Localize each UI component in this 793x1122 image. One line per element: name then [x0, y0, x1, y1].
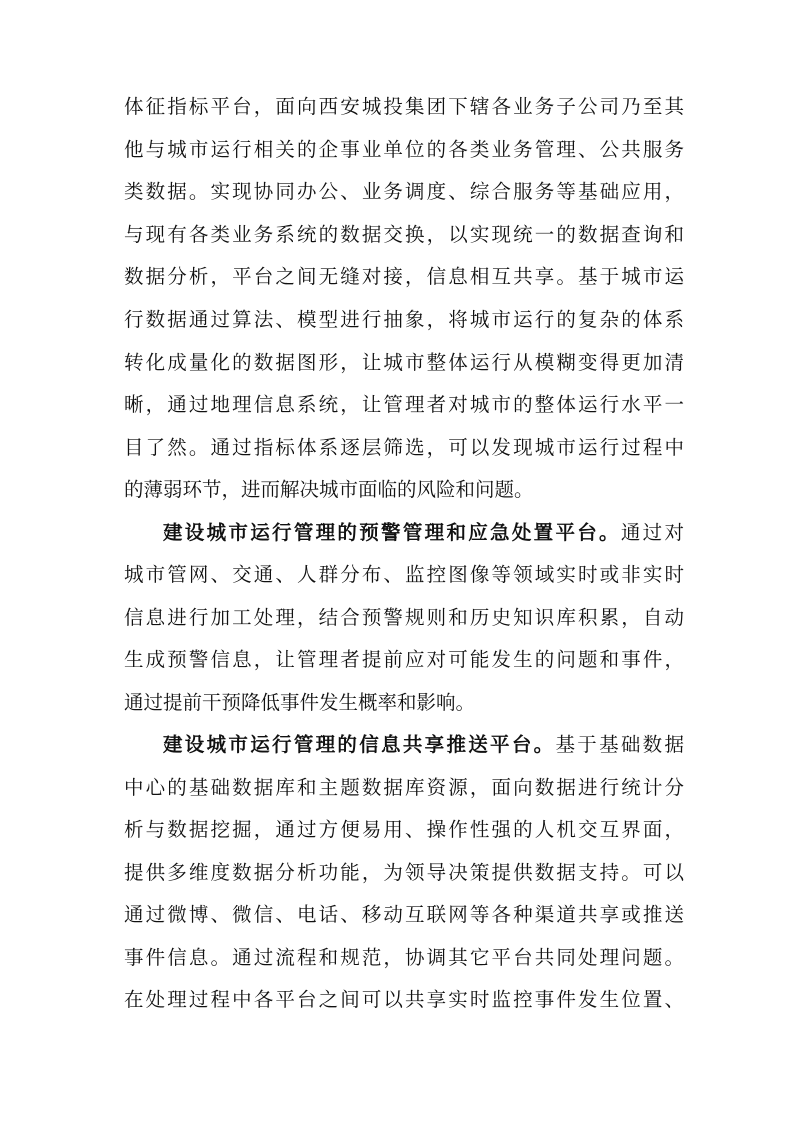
paragraph-line: 城市管网、交通、人群分布、监控图像等领域实时或非实时 — [124, 563, 684, 586]
paragraph-line: 数据分析，平台之间无缝对接，信息相互共享。基于城市运 — [124, 265, 684, 288]
paragraph-line: 在处理过程中各平台之间可以共享实时监控事件发生位置、 — [124, 988, 684, 1011]
paragraph-line: 信息进行加工处理，结合预警规则和历史知识库积累，自动 — [124, 606, 684, 629]
paragraph-line: 中心的基础数据库和主题数据库资源，面向数据进行统计分 — [124, 776, 684, 799]
paragraph-line: 与现有各类业务系统的数据交换，以实现统一的数据查询和 — [124, 223, 684, 246]
paragraph-line: 的薄弱环节，进而解决城市面临的风险和问题。 — [124, 478, 534, 501]
section-heading: 建设城市运行管理的预警管理和应急处置平台。 — [163, 521, 621, 544]
paragraph-line: 事件信息。通过流程和规范，协调其它平台共同处理问题。 — [124, 946, 684, 969]
paragraph-text: 基于基础数据 — [555, 733, 684, 756]
paragraph-line: 通过微博、微信、电话、移动互联网等各种渠道共享或推送 — [124, 903, 684, 926]
paragraph-line: 晰，通过地理信息系统，让管理者对城市的整体运行水平一 — [124, 393, 684, 416]
paragraph-line: 他与城市运行相关的企事业单位的各类业务管理、公共服务 — [124, 138, 684, 161]
section-heading: 建设城市运行管理的信息共享推送平台。 — [163, 733, 556, 756]
paragraph-line: 类数据。实现协同办公、业务调度、综合服务等基础应用， — [124, 180, 684, 203]
paragraph-text: 通过对 — [620, 521, 684, 544]
paragraph-line: 提供多维度数据分析功能，为领导决策提供数据支持。可以 — [124, 861, 684, 884]
paragraph-line: 转化成量化的数据图形，让城市整体运行从模糊变得更加清 — [124, 351, 684, 374]
paragraph-line: 目了然。通过指标体系逐层筛选，可以发现城市运行过程中 — [124, 436, 684, 459]
paragraph-line: 生成预警信息，让管理者提前应对可能发生的问题和事件， — [124, 648, 684, 671]
paragraph-first-line — [163, 518, 684, 548]
paragraph-line: 析与数据挖掘，通过方便易用、操作性强的人机交互界面， — [124, 818, 684, 841]
paragraph-line: 行数据通过算法、模型进行抽象，将城市运行的复杂的体系 — [124, 308, 684, 331]
paragraph-line: 通过提前干预降低事件发生概率和影响。 — [124, 691, 476, 714]
paragraph-first-line — [163, 730, 684, 760]
paragraph-line: 体征指标平台，面向西安城投集团下辖各业务子公司乃至其 — [124, 95, 684, 118]
